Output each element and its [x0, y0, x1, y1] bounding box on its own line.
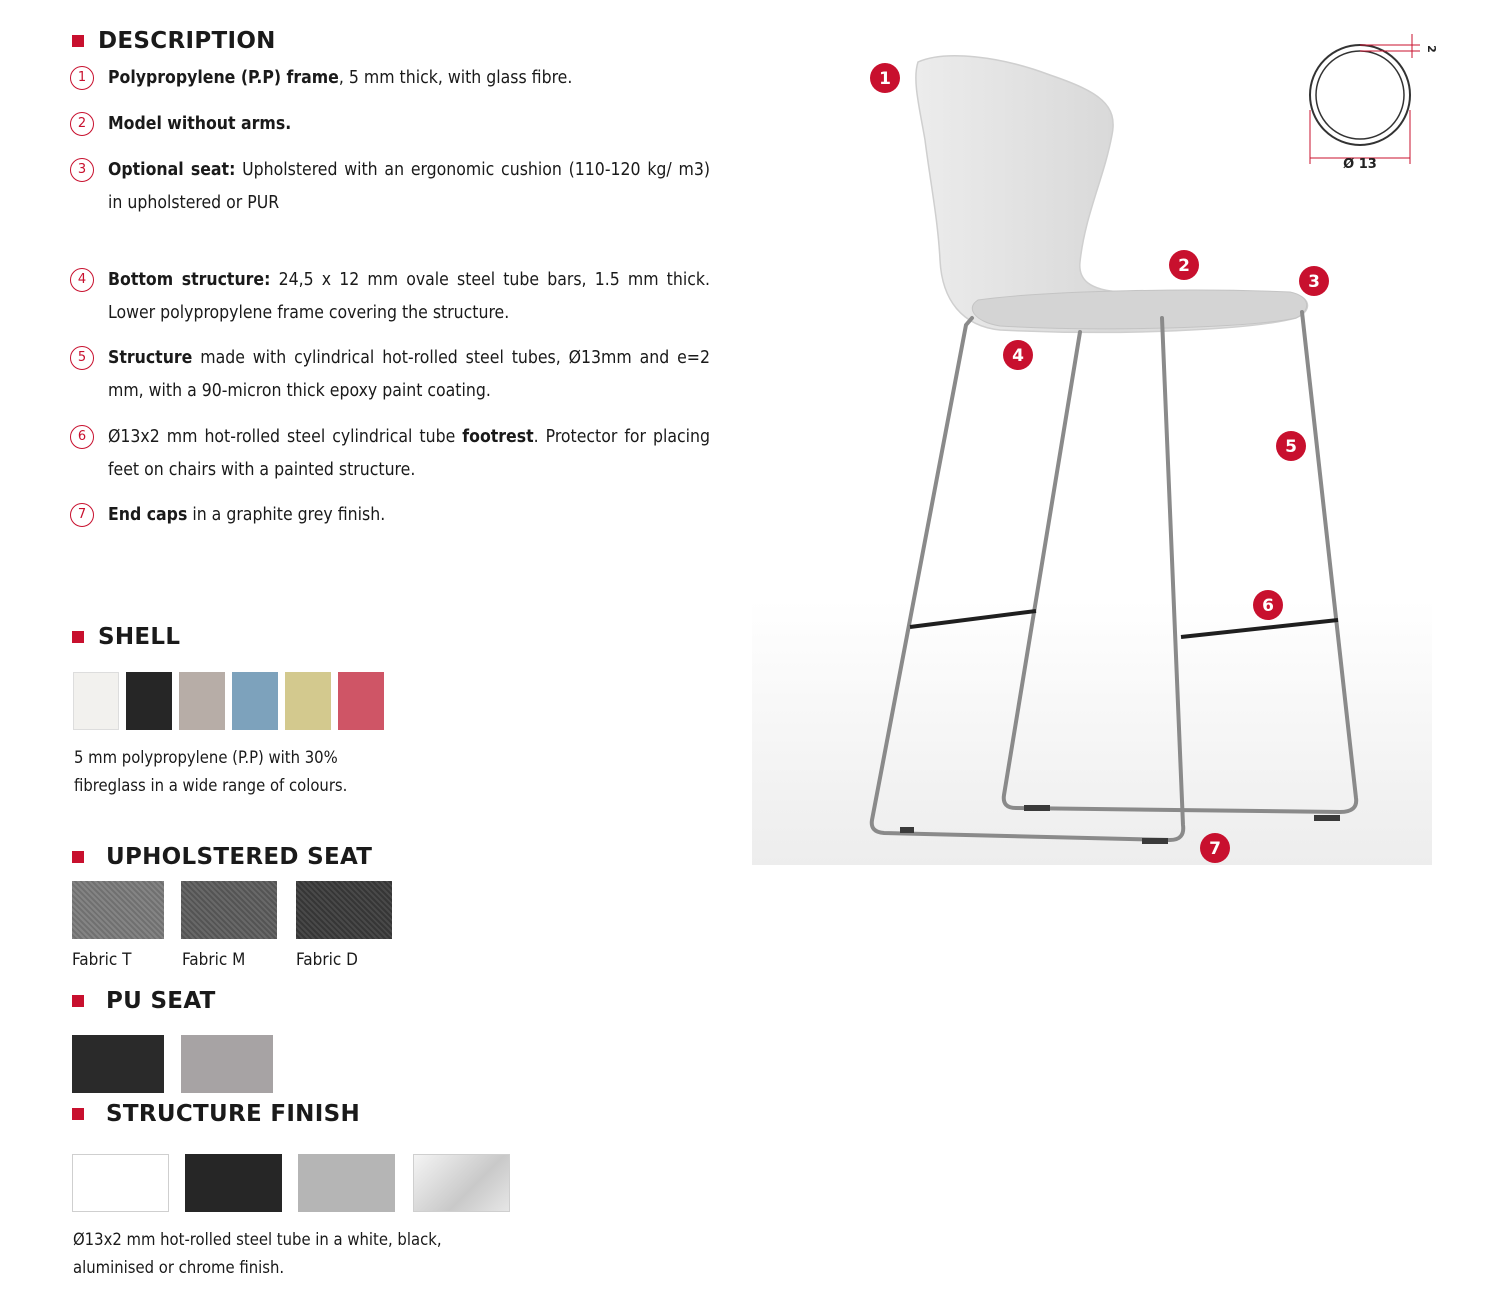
- description-item-2: [70, 108, 710, 141]
- heading-bullet: [72, 35, 84, 47]
- item-bold: Model without arms.: [108, 114, 292, 134]
- item-number: 2: [70, 112, 94, 136]
- item-bold: Structure: [108, 348, 193, 368]
- item-text: in a graphite grey finish.: [187, 505, 386, 525]
- shell-caption-line: 5 mm polypropylene (P.P) with 30%: [74, 748, 338, 767]
- marker-label: 4: [1012, 346, 1024, 366]
- heading-bullet: [72, 851, 84, 863]
- item-bold: Polypropylene (P.P) frame: [108, 68, 339, 88]
- shell-heading: [72, 624, 180, 650]
- marker-7: [1200, 833, 1230, 863]
- marker-label: 1: [879, 69, 891, 89]
- structure-caption-line: aluminised or chrome finish.: [73, 1258, 285, 1277]
- marker-3: [1299, 266, 1329, 296]
- item-bold: Optional seat:: [108, 160, 236, 180]
- item-bold: footrest: [462, 427, 534, 447]
- description-item-5: [70, 342, 710, 408]
- item-number: 7: [70, 503, 94, 527]
- tube-section-diagram: [1300, 30, 1440, 180]
- fabric-d-swatch[interactable]: [296, 881, 392, 939]
- heading-bullet: [72, 1108, 84, 1120]
- pu-swatch-black[interactable]: [72, 1035, 164, 1093]
- structure-swatch-chrome[interactable]: [413, 1154, 510, 1212]
- marker-label: 7: [1209, 839, 1221, 859]
- item-text: Upholstered with an ergonomic cushion (110-120 kg/ m3) in upholstered or PUR: [108, 160, 711, 213]
- fabric-t-label: Fabric T: [72, 950, 132, 970]
- tube-outer: [1310, 45, 1410, 145]
- upholstered-title: UPHOLSTERED SEAT: [106, 844, 373, 870]
- floor-shadow: [752, 600, 1432, 865]
- marker-label: 2: [1178, 256, 1190, 276]
- heading-bullet: [72, 995, 84, 1007]
- marker-label: 5: [1285, 437, 1297, 457]
- pu-seat-heading: [72, 988, 216, 1014]
- structure-swatch-white[interactable]: [72, 1154, 169, 1212]
- marker-5: [1276, 431, 1306, 461]
- description-item-7: [70, 499, 710, 532]
- marker-label: 3: [1308, 272, 1320, 292]
- heading-bullet: [72, 631, 84, 643]
- description-item-4: [70, 264, 710, 330]
- description-heading: [72, 28, 276, 54]
- structure-title: STRUCTURE FINISH: [106, 1101, 361, 1127]
- fabric-m-label: Fabric M: [182, 950, 246, 970]
- shell-swatch-white[interactable]: [73, 672, 119, 730]
- structure-swatch-black[interactable]: [185, 1154, 282, 1212]
- description-item-6: [70, 421, 710, 487]
- shell-swatch-grey[interactable]: [179, 672, 225, 730]
- item-number: 3: [70, 158, 94, 182]
- shell-swatch-red[interactable]: [338, 672, 384, 730]
- marker-2: [1169, 250, 1199, 280]
- item-number: 4: [70, 268, 94, 292]
- structure-heading: [72, 1101, 360, 1127]
- shell-swatch-yellow[interactable]: [285, 672, 331, 730]
- chair-seat: [972, 290, 1306, 329]
- fabric-t-swatch[interactable]: [72, 881, 164, 939]
- item-text: 24,5 x 12 mm ovale steel tube bars, 1.5 mm thick. Lower polypropylene frame covering the structure.: [108, 270, 710, 323]
- marker-6: [1253, 590, 1283, 620]
- shell-title: SHELL: [98, 624, 181, 650]
- upholstered-heading: [72, 844, 372, 870]
- shell-swatch-black[interactable]: [126, 672, 172, 730]
- item-text: , 5 mm thick, with glass fibre.: [338, 68, 573, 88]
- item-bold: End caps: [108, 505, 188, 525]
- thickness-label: 2: [1425, 45, 1438, 53]
- structure-caption-line: Ø13x2 mm hot-rolled steel tube in a white, black,: [73, 1230, 442, 1249]
- item-text: . Protector for placing feet on chairs with a painted structure.: [108, 427, 711, 480]
- shell-swatch-blue[interactable]: [232, 672, 278, 730]
- item-number: 6: [70, 425, 94, 449]
- description-item-3: [70, 154, 710, 220]
- item-text: made with cylindrical hot-rolled steel tubes, Ø13mm and e=2 mm, with a 90-micron thick epoxy paint coating.: [108, 348, 710, 401]
- marker-4: [1003, 340, 1033, 370]
- description-title: DESCRIPTION: [98, 28, 276, 54]
- pu-swatch-grey[interactable]: [181, 1035, 273, 1093]
- pu-seat-title: PU SEAT: [106, 988, 216, 1014]
- description-item-1: [70, 62, 710, 95]
- marker-label: 6: [1262, 596, 1274, 616]
- structure-swatch-aluminised[interactable]: [298, 1154, 395, 1212]
- structure-caption: [73, 1226, 442, 1282]
- tube-inner: [1316, 51, 1404, 139]
- shell-caption-line: fibreglass in a wide range of colours.: [74, 776, 348, 795]
- item-number: 1: [70, 66, 94, 90]
- item-number: 5: [70, 346, 94, 370]
- shell-caption: [74, 744, 347, 800]
- fabric-d-label: Fabric D: [296, 950, 358, 970]
- diameter-label: Ø 13: [1343, 157, 1377, 172]
- item-bold: Bottom structure:: [108, 270, 271, 290]
- marker-1: [870, 63, 900, 93]
- fabric-m-swatch[interactable]: [181, 881, 277, 939]
- item-text-pre: Ø13x2 mm hot-rolled steel cylindrical tube: [108, 427, 463, 447]
